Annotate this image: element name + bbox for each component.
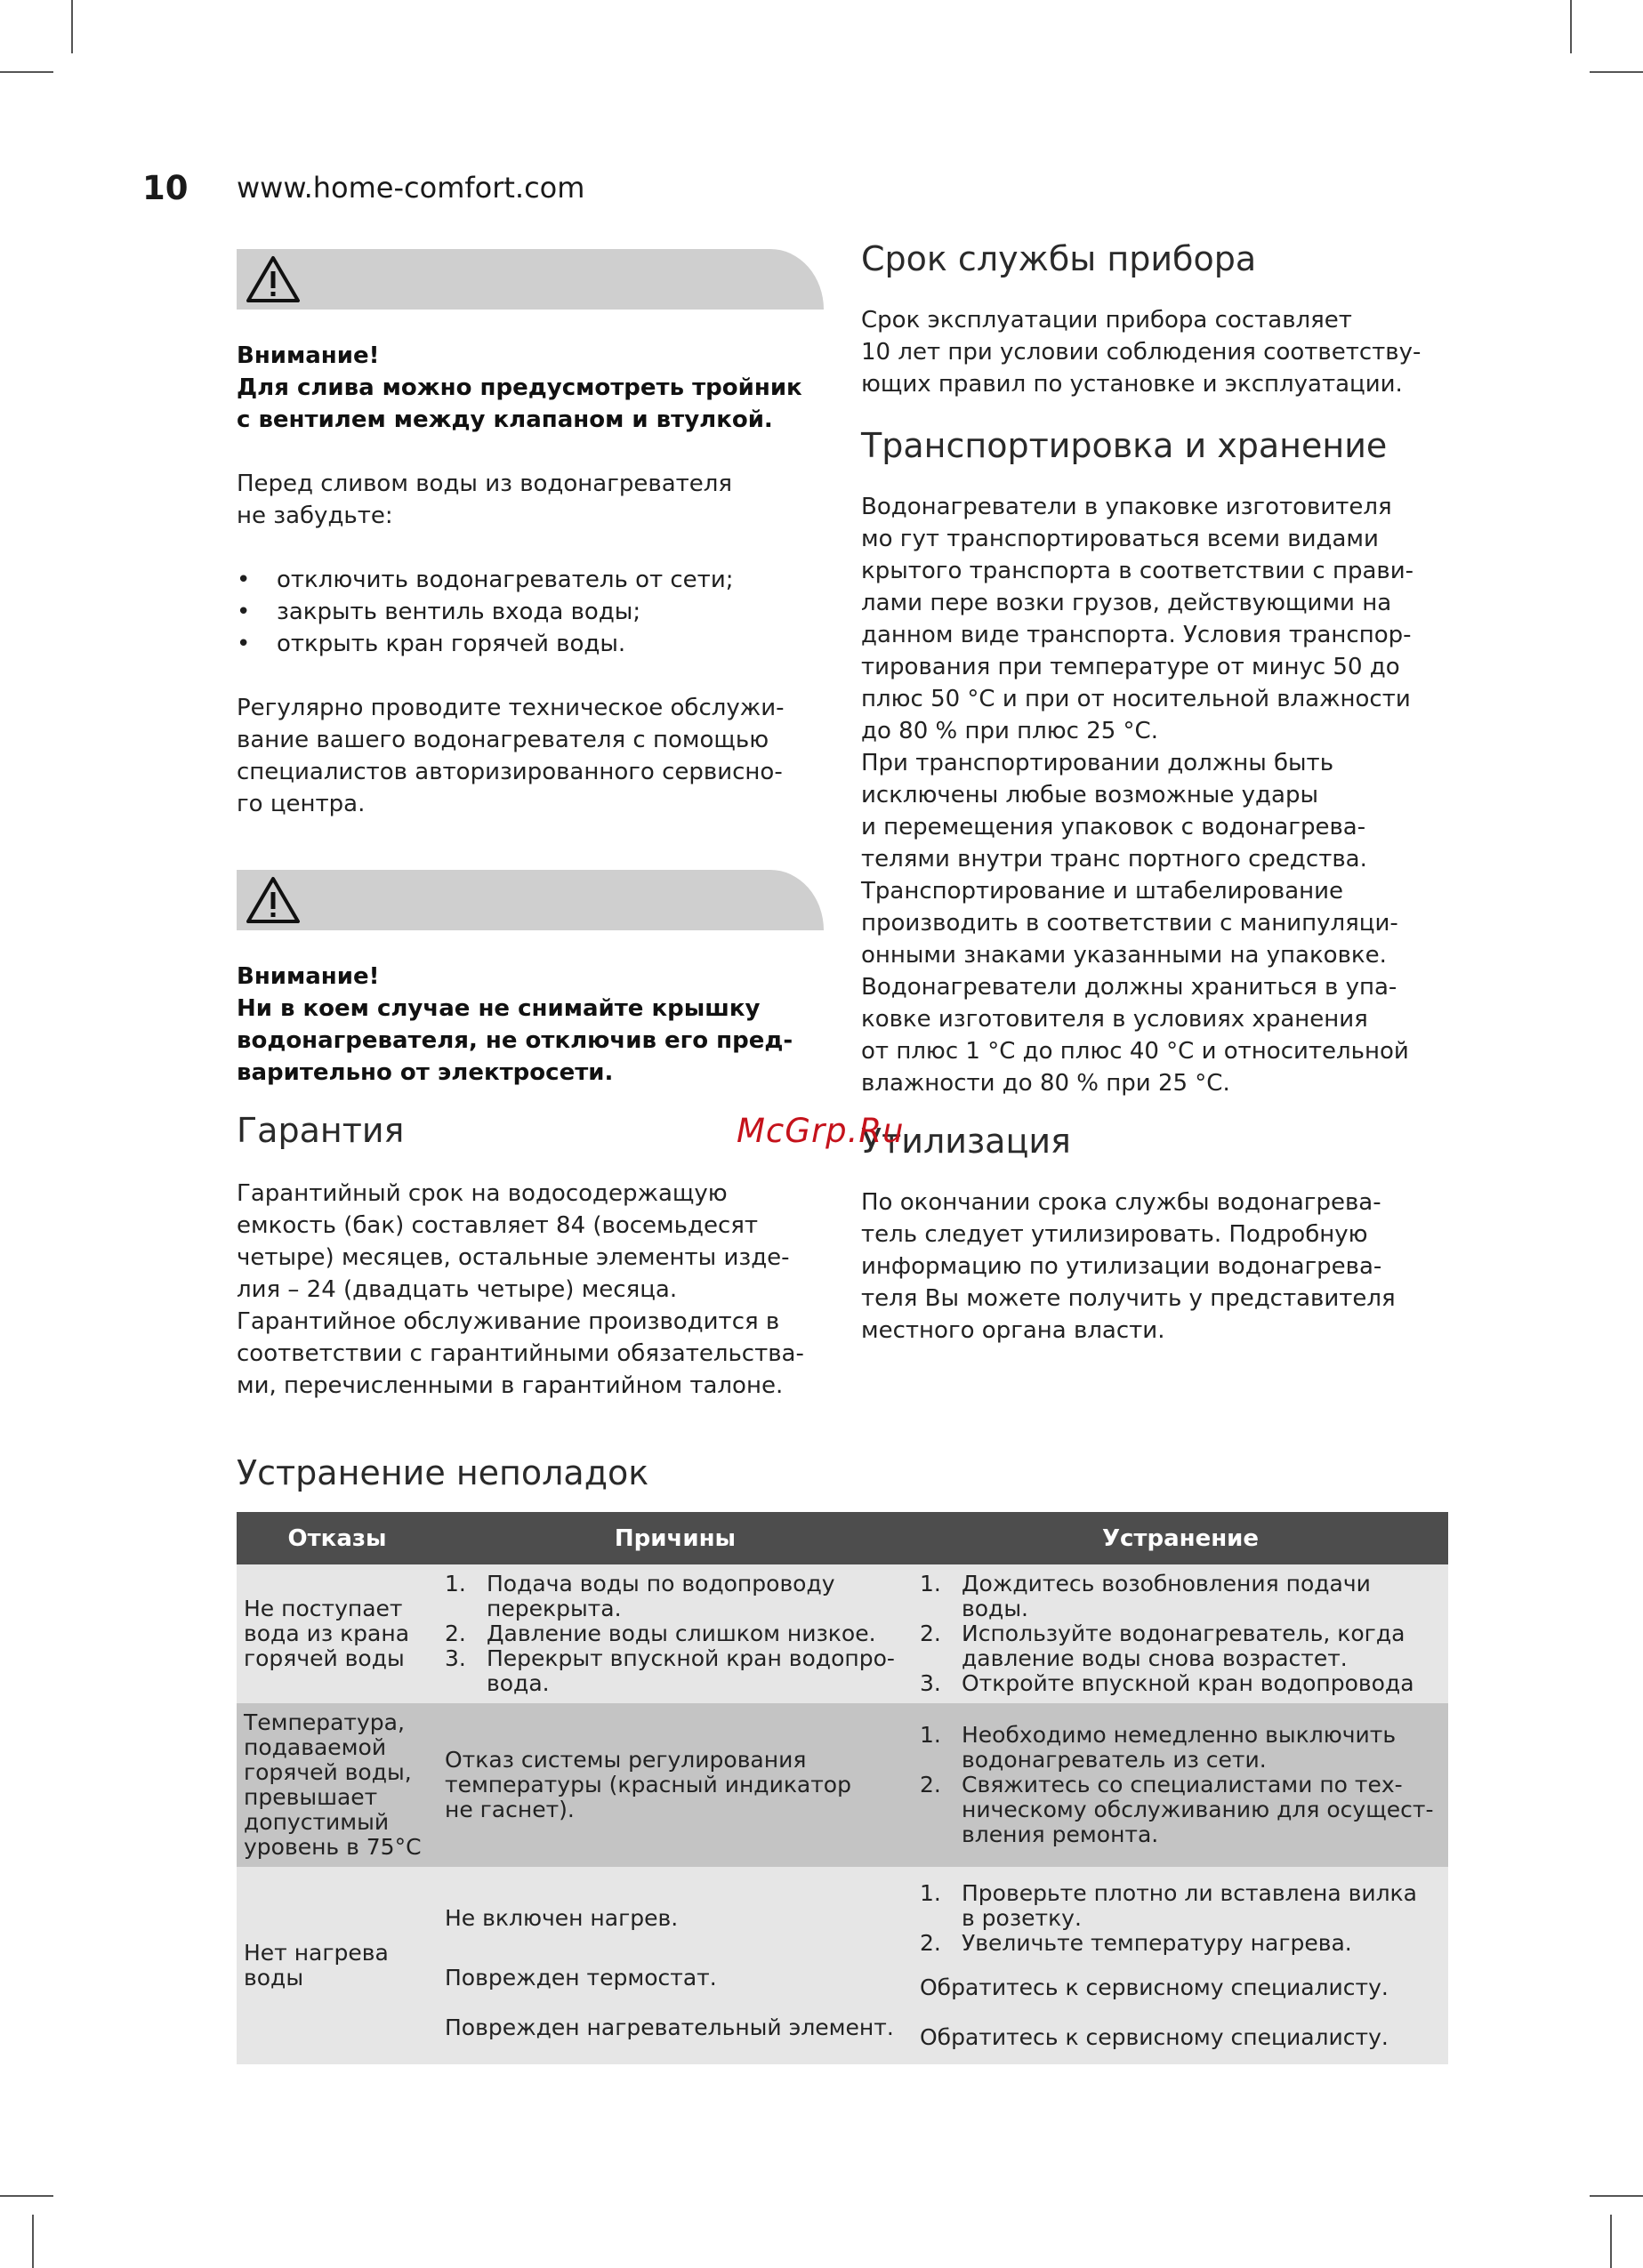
remedy-cell: 1. Проверьте плотно ли вставлена вилка в розетку. 2. Увеличьте температуру нагрева. Обратитесь к сервисному специалисту. Обратитесь к сервисному специалисту. [913, 1867, 1448, 2064]
column-header-causes: Причины [438, 1512, 913, 1564]
transport-paragraph: Водонагреватели в упаковке изготовителя мо гут транспортироваться всеми видами крытого транспорта в соответствии с прави- лами пере возки грузов, действующими на данном виде транспорта. Условия транспор- тирования при температуре от минус 50 до плюс 50 °C и при от носительной влажности до 80 % при плюс 25 °C. При транспортировании должны быть исключены любые возможные удары и перемещения упаковок с водонагрева- телями внутри транс портного средства. Транспортирование и штабелирование производить в соответствии с манипуляци- онными знаками указанными на упаковке. Водонагреватели должны храниться в упа- ковке изготовителя в условиях хранения от плюс 1 °C до плюс 40 °C и относительной влажности до 80 % при 25 °C. [861, 494, 1413, 1097]
list-item: 3. Перекрыт впускной кран водопро- вода. [445, 1645, 895, 1696]
list-item: 1. Подача воды по водопроводу перекрыта. [445, 1571, 835, 1621]
causes-cell: Не включен нагрев. Поврежден термостат. Поврежден нагревательный элемент. [438, 1867, 913, 2064]
remedy-cell [913, 1564, 1448, 1703]
list-item: 2. Свяжитесь со специалистами по тех- ническому обслуживанию для осущест- вления ремонта. [920, 1772, 1434, 1847]
crop-mark [1590, 71, 1643, 73]
list-item: 1. Необходимо немедленно выключить водонагреватель из сети. [920, 1722, 1397, 1773]
list-item: 3. Откройте впускной кран водопровода [920, 1670, 1414, 1696]
crop-mark [32, 2215, 34, 2268]
table-row [237, 1867, 1448, 2064]
list-item: • отключить водонагреватель от сети; [237, 564, 824, 596]
warning-text: Внимание! Ни в коем случае не снимайте крышку водонагревателя, не отключив его пред- варительно от электросети. [237, 963, 793, 1086]
warranty-paragraph: Гарантийный срок на водосодержащую емкость (бак) составляет 84 (восемьдесят четыре) месяцев, остальные элементы изде- лия – 24 (двадцать четыре) месяца. Гарантийное обслуживание производится в соответствии с гарантийными обязательства- ми, перечисленными в гарантийном талоне. [237, 1180, 804, 1399]
left-column [237, 249, 824, 1402]
causes-cell: Отказ системы регулирования температуры (красный индикатор не гаснет). [438, 1703, 913, 1867]
page-number: 10 [142, 169, 189, 207]
crop-mark [0, 2195, 53, 2197]
crop-mark [1610, 2215, 1612, 2268]
column-header-faults: Отказы [237, 1512, 438, 1564]
disposal-paragraph: По окончании срока службы водонагрева- тель следует утилизировать. Подробную информацию по утилизации водонагрева- теля Вы можете получить у представителя местного органа власти. [861, 1189, 1396, 1344]
causes-cell [438, 1564, 913, 1703]
service-paragraph: Регулярно проводите техническое обслужи- вание вашего водонагревателя с помощью специалистов авторизированного сервисно- го центра. [237, 695, 785, 817]
warning-text: Внимание! Для слива можно предусмотреть тройник с вентилем между клапаном и втулкой. [237, 342, 802, 433]
transport-title: Транспортировка и хранение [861, 426, 1388, 465]
warning-banner [237, 870, 824, 930]
fault-cell: Не поступает вода из крана горячей воды [237, 1564, 438, 1703]
right-column [861, 238, 1466, 1347]
lifetime-title: Срок службы прибора [861, 239, 1257, 278]
table-row [237, 1564, 1448, 1703]
fault-cell: Нет нагрева воды [237, 1867, 438, 2064]
list-item: 2. Увеличьте температуру нагрева. [920, 1930, 1352, 1956]
column-header-remedy: Устранение [913, 1512, 1448, 1564]
warning-triangle-icon [246, 255, 301, 303]
fault-cell: Температура, подаваемой горячей воды, превышает допустимый уровень в 75°C [237, 1703, 438, 1867]
crop-mark [1590, 2195, 1643, 2197]
troubleshooting-title: Устранение неполадок [237, 1453, 649, 1492]
crop-mark [1570, 0, 1572, 53]
remedy-cell [913, 1703, 1448, 1867]
list-item: 2. Используйте водонагреватель, когда давление воды снова возрастет. [920, 1621, 1405, 1671]
list-item: 1. Проверьте плотно ли вставлена вилка в розетку. [920, 1880, 1417, 1931]
list-item: • закрыть вентиль входа воды; [237, 596, 824, 628]
lifetime-paragraph: Срок эксплуатации прибора составляет 10 лет при условии соблюдения соответству- ющих правил по установке и эксплуатации. [861, 307, 1422, 398]
table-row [237, 1703, 1448, 1867]
watermark: McGrp.Ru [737, 1112, 905, 1150]
crop-mark [71, 0, 73, 53]
crop-mark [0, 71, 53, 73]
list-item: 1. Дождитесь возобновления подачи воды. [920, 1571, 1371, 1621]
drain-steps-list [237, 564, 824, 660]
warranty-title: Гарантия [237, 1111, 405, 1150]
table-header-row [237, 1512, 1448, 1564]
disposal-title: Утилизация [861, 1122, 1071, 1161]
list-item: 2. Давление воды слишком низкое. [445, 1621, 876, 1646]
site-url: www.home-comfort.com [237, 171, 585, 205]
troubleshooting-table [237, 1512, 1448, 2064]
warning-banner [237, 249, 824, 310]
warning-triangle-icon [246, 876, 301, 924]
drain-intro: Перед сливом воды из водонагревателя не забудьте: [237, 470, 733, 529]
list-item: • открыть кран горячей воды. [237, 628, 824, 660]
